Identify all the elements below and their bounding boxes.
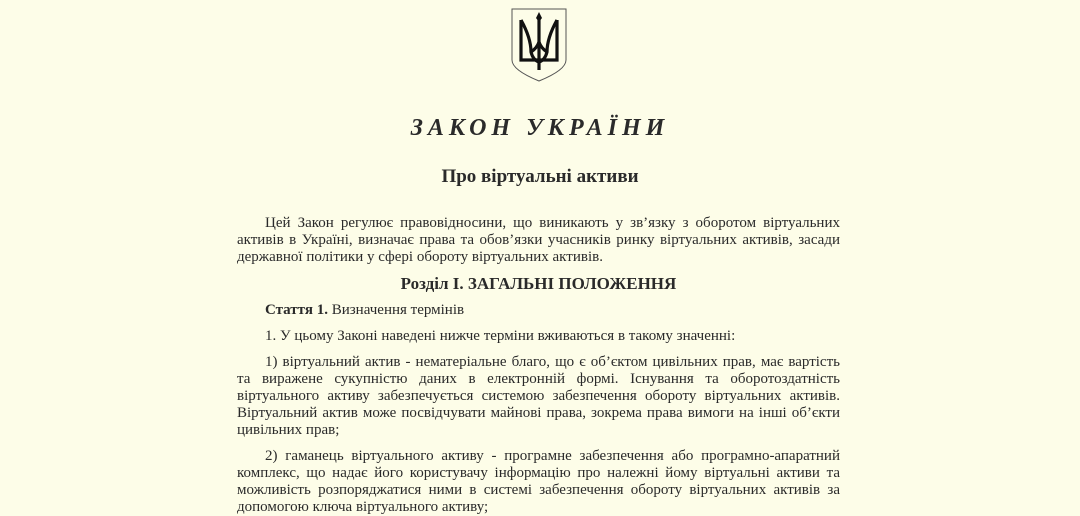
document-body: [237, 215, 840, 516]
document-title: ЗАКОН УКРАЇНИ: [410, 115, 670, 141]
preamble: Цей Закон регулює правовідносини, що виникають у зв’язку з оборотом віртуальних активів в Україні, визначає права та обов’язки учасників ринку віртуальних активів, засади державної політики у сфері обороту віртуальних активів.: [237, 215, 840, 265]
coat-of-arms-icon: [511, 8, 567, 82]
document-subtitle: Про віртуальні активи: [441, 166, 639, 187]
paragraph: 2) гаманець віртуального активу - програмне забезпечення або програмно-апаратний комплекс, що надає його користувачу інформацію про належні йому віртуальні активи та можливість розпоряджатися ними в системі забезпечення обороту віртуальних активів за допомогою ключа віртуального активу;: [237, 448, 840, 515]
article-heading: [237, 302, 840, 319]
paragraph: 1. У цьому Законі наведені нижче терміни вживаються в такому значенні:: [265, 328, 736, 344]
section-heading: Розділ I. ЗАГАЛЬНІ ПОЛОЖЕННЯ: [400, 274, 677, 293]
article-title: Визначення термінів: [331, 302, 465, 318]
article-label: Стаття 1.: [265, 302, 328, 318]
paragraph: 1) віртуальний актив - нематеріальне благо, що є об’єктом цивільних прав, має вартість та виражене сукупністю даних в електронній формі. Існування та оборотоздатність віртуального активу забезпечується системою забезпечення обороту віртуальних активів. Віртуальний актив може посвідчувати майнові права, зокрема права вимоги на інші об’єкти цивільних прав;: [237, 354, 840, 438]
